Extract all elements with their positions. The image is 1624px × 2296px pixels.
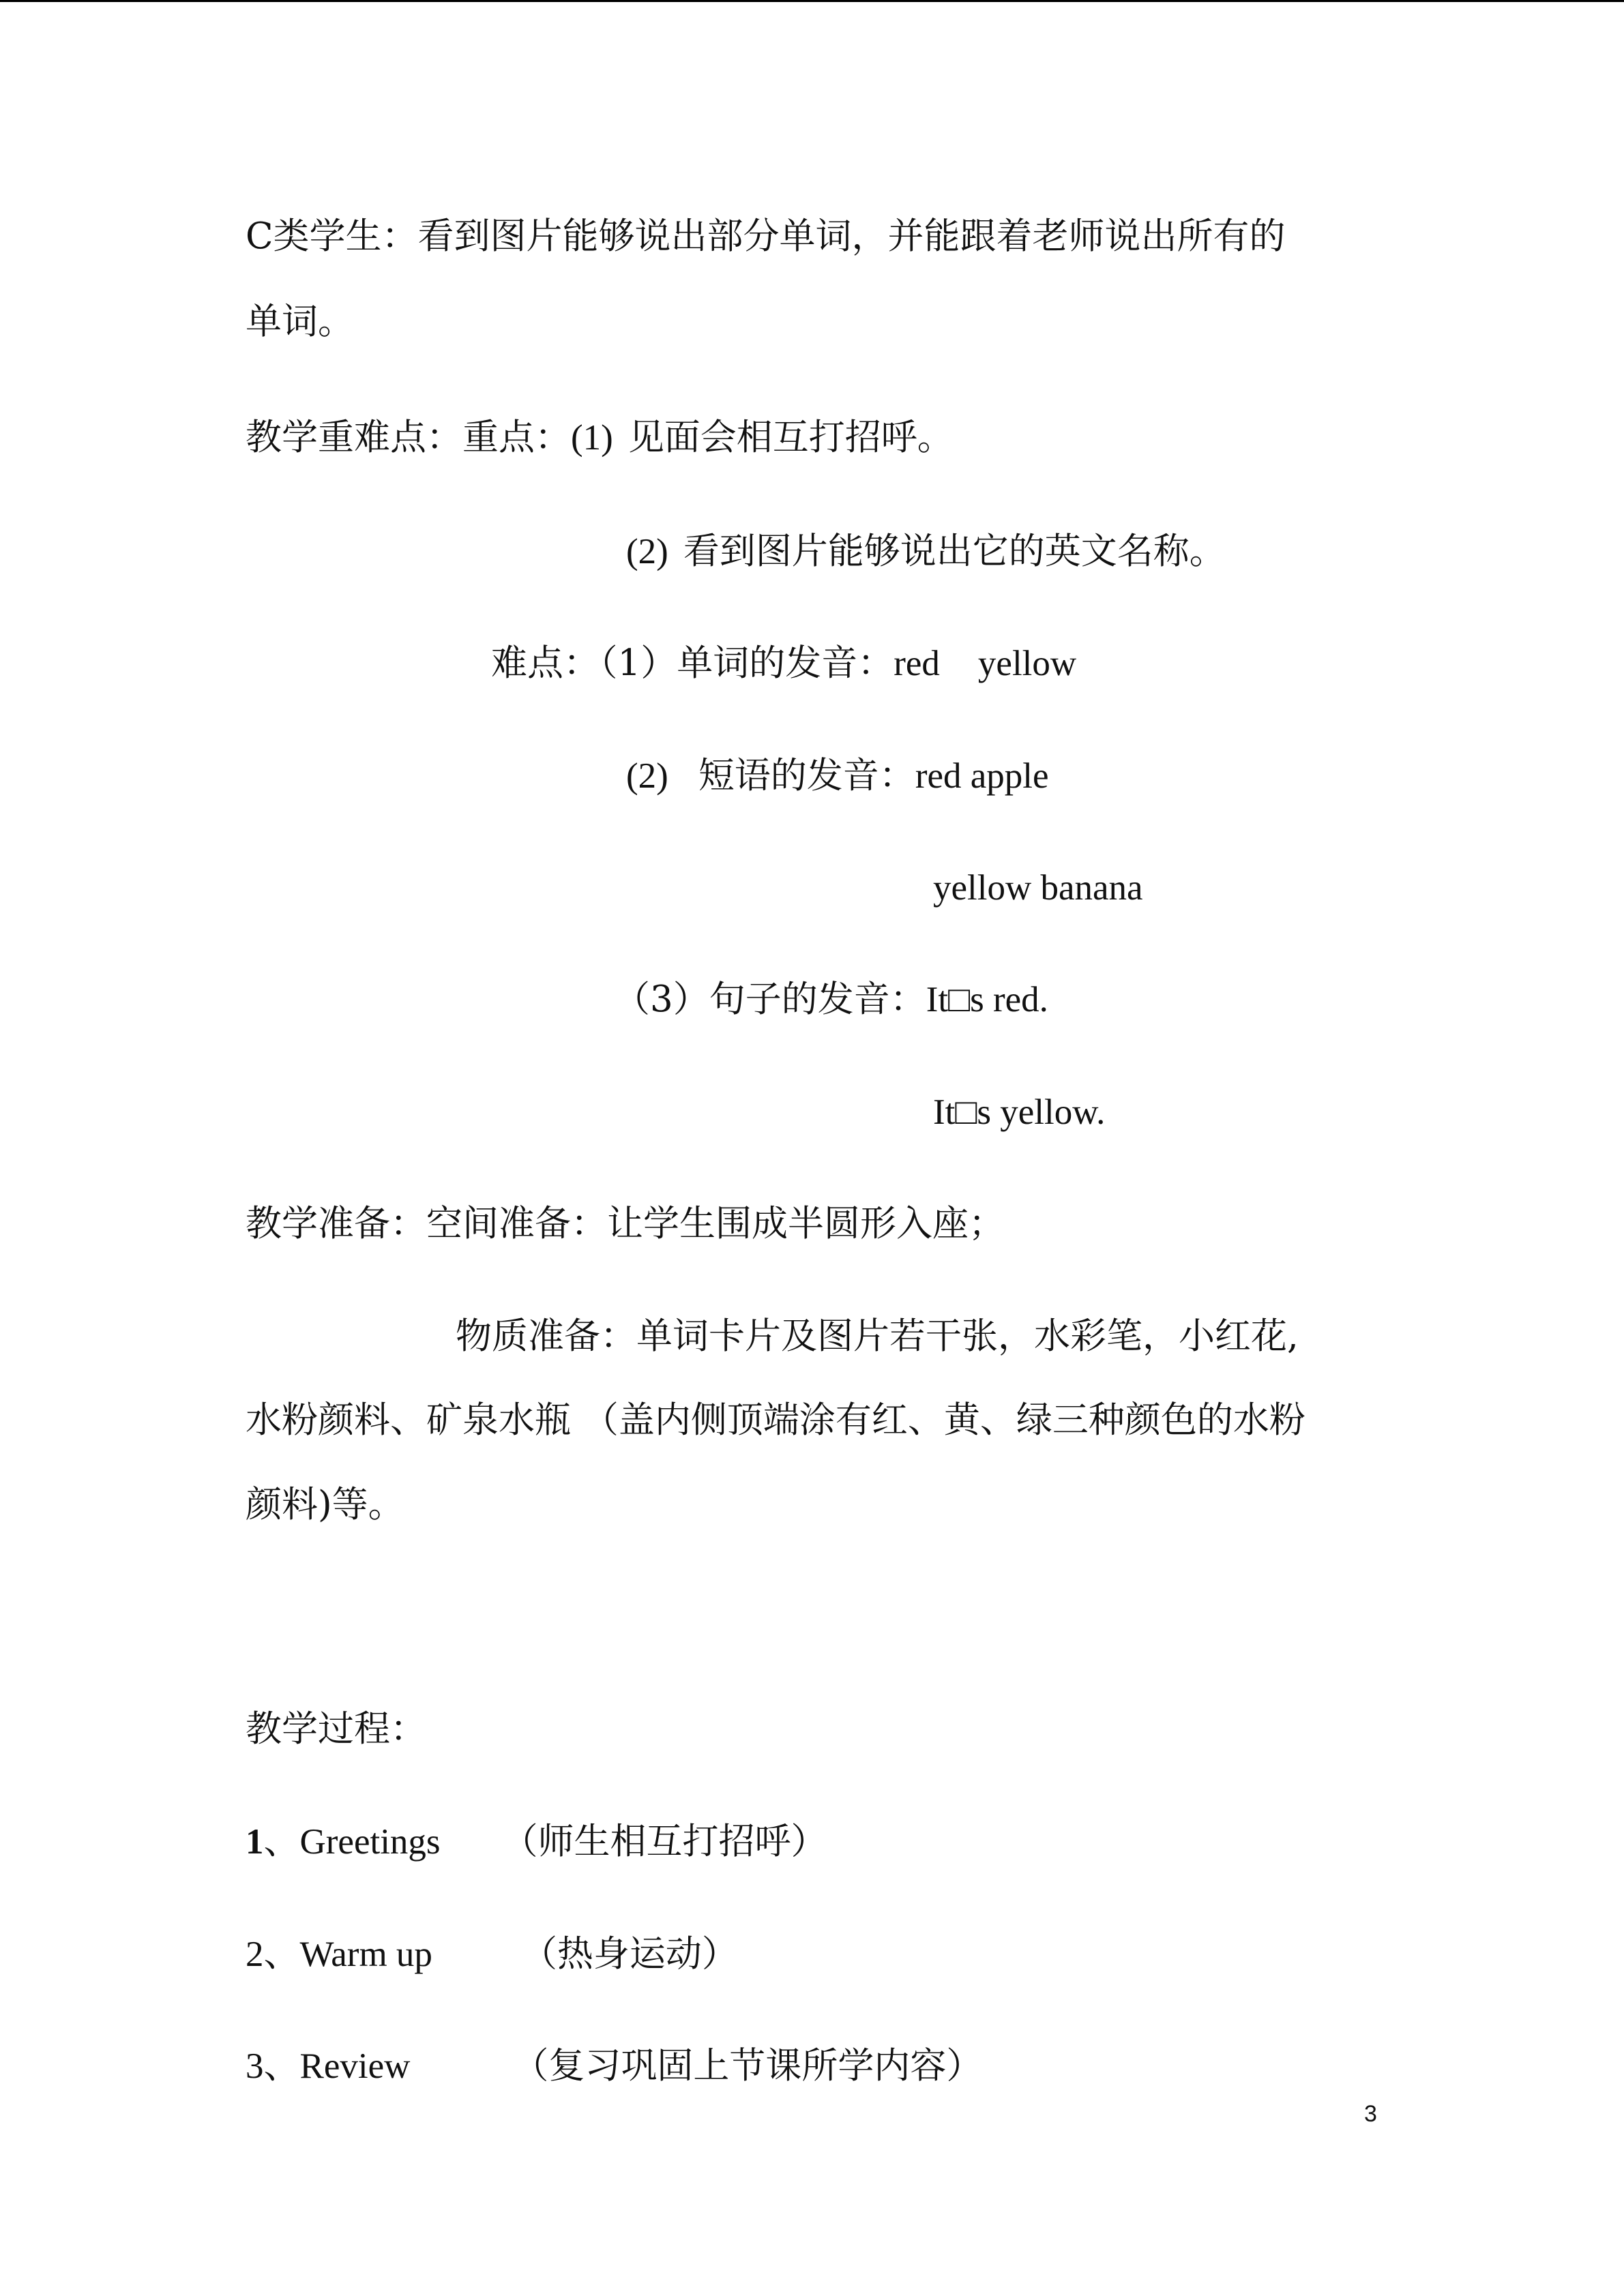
step-title: Warm up (299, 1935, 432, 1974)
key-label: 重点： (462, 417, 571, 458)
step-note: （师生相互打招呼） (501, 1821, 827, 1862)
prep-space-line (246, 1202, 1005, 1246)
difficulty-2-line (626, 754, 1049, 798)
process-step (246, 1933, 738, 1976)
difficulty-1-line (491, 642, 1076, 685)
difficulty-2-label: 短语的发音： (698, 755, 915, 796)
difficulty-2-number: (2) (626, 756, 668, 796)
step-separator: 、 (263, 1821, 300, 1862)
difficulty-3-label: （3）句子的发音： (614, 979, 926, 1020)
process-step (246, 1820, 827, 1864)
process-heading: 教学过程： (246, 1708, 426, 1750)
prep-material-line-1: 物质准备：单词卡片及图片若干张，水彩笔，小红花, (456, 1315, 1299, 1357)
step-number: 3 (246, 2046, 264, 2086)
difficulty-3-sentence-a: It□s red. (926, 980, 1048, 1019)
difficulty-1-word-yellow: yellow (977, 644, 1077, 683)
c-students-line-2: 单词。 (246, 301, 354, 342)
key-2-text: 看到图片能够说出它的英文名称。 (683, 531, 1226, 572)
focus-heading: 教学重难点： (246, 417, 462, 458)
key-2-line (626, 530, 1226, 573)
prep-material-line-2: 水粉颜料、矿泉水瓶 （盖内侧顶端涂有红、黄、绿三种颜色的水粉 (246, 1399, 1305, 1441)
process-step (246, 2044, 982, 2088)
page-top-border (0, 0, 1624, 2)
c-students-line-1: C类学生：看到图片能够说出部分单词，并能跟着老师说出所有的 (246, 215, 1286, 257)
difficulty-label: 难点： (491, 642, 600, 684)
difficulty-1-word-red: red (894, 644, 940, 683)
key-points-line (246, 416, 954, 460)
difficulty-3-sentence-b: It□s yellow. (933, 1092, 1106, 1132)
prep-heading: 教学准备： (246, 1203, 426, 1244)
key-1-text: 见面会相互打招呼。 (628, 417, 954, 458)
step-number: 1 (246, 1822, 264, 1862)
step-separator: 、 (263, 1933, 300, 1975)
prep-space: 空间准备：让学生围成半圆形入座； (426, 1203, 1005, 1244)
difficulty-2-phrase-b: yellow banana (933, 868, 1143, 908)
key-2-number: (2) (626, 532, 668, 571)
difficulty-2-phrase-a: red apple (915, 756, 1049, 796)
step-note: （热身运动） (520, 1933, 738, 1975)
key-1-number: (1) (571, 418, 613, 458)
step-separator: 、 (263, 2045, 300, 2087)
prep-material-line-3: 颜料)等。 (246, 1484, 404, 1525)
step-title: Greetings (299, 1822, 441, 1862)
page-number: 3 (1364, 2101, 1377, 2127)
step-number: 2 (246, 1935, 264, 1974)
difficulty-3-line (614, 978, 1048, 1022)
difficulty-1-label: （1）单词的发音： (600, 642, 894, 684)
step-note: （复习巩固上节课所学内容） (512, 2045, 983, 2087)
step-title: Review (299, 2046, 411, 2086)
